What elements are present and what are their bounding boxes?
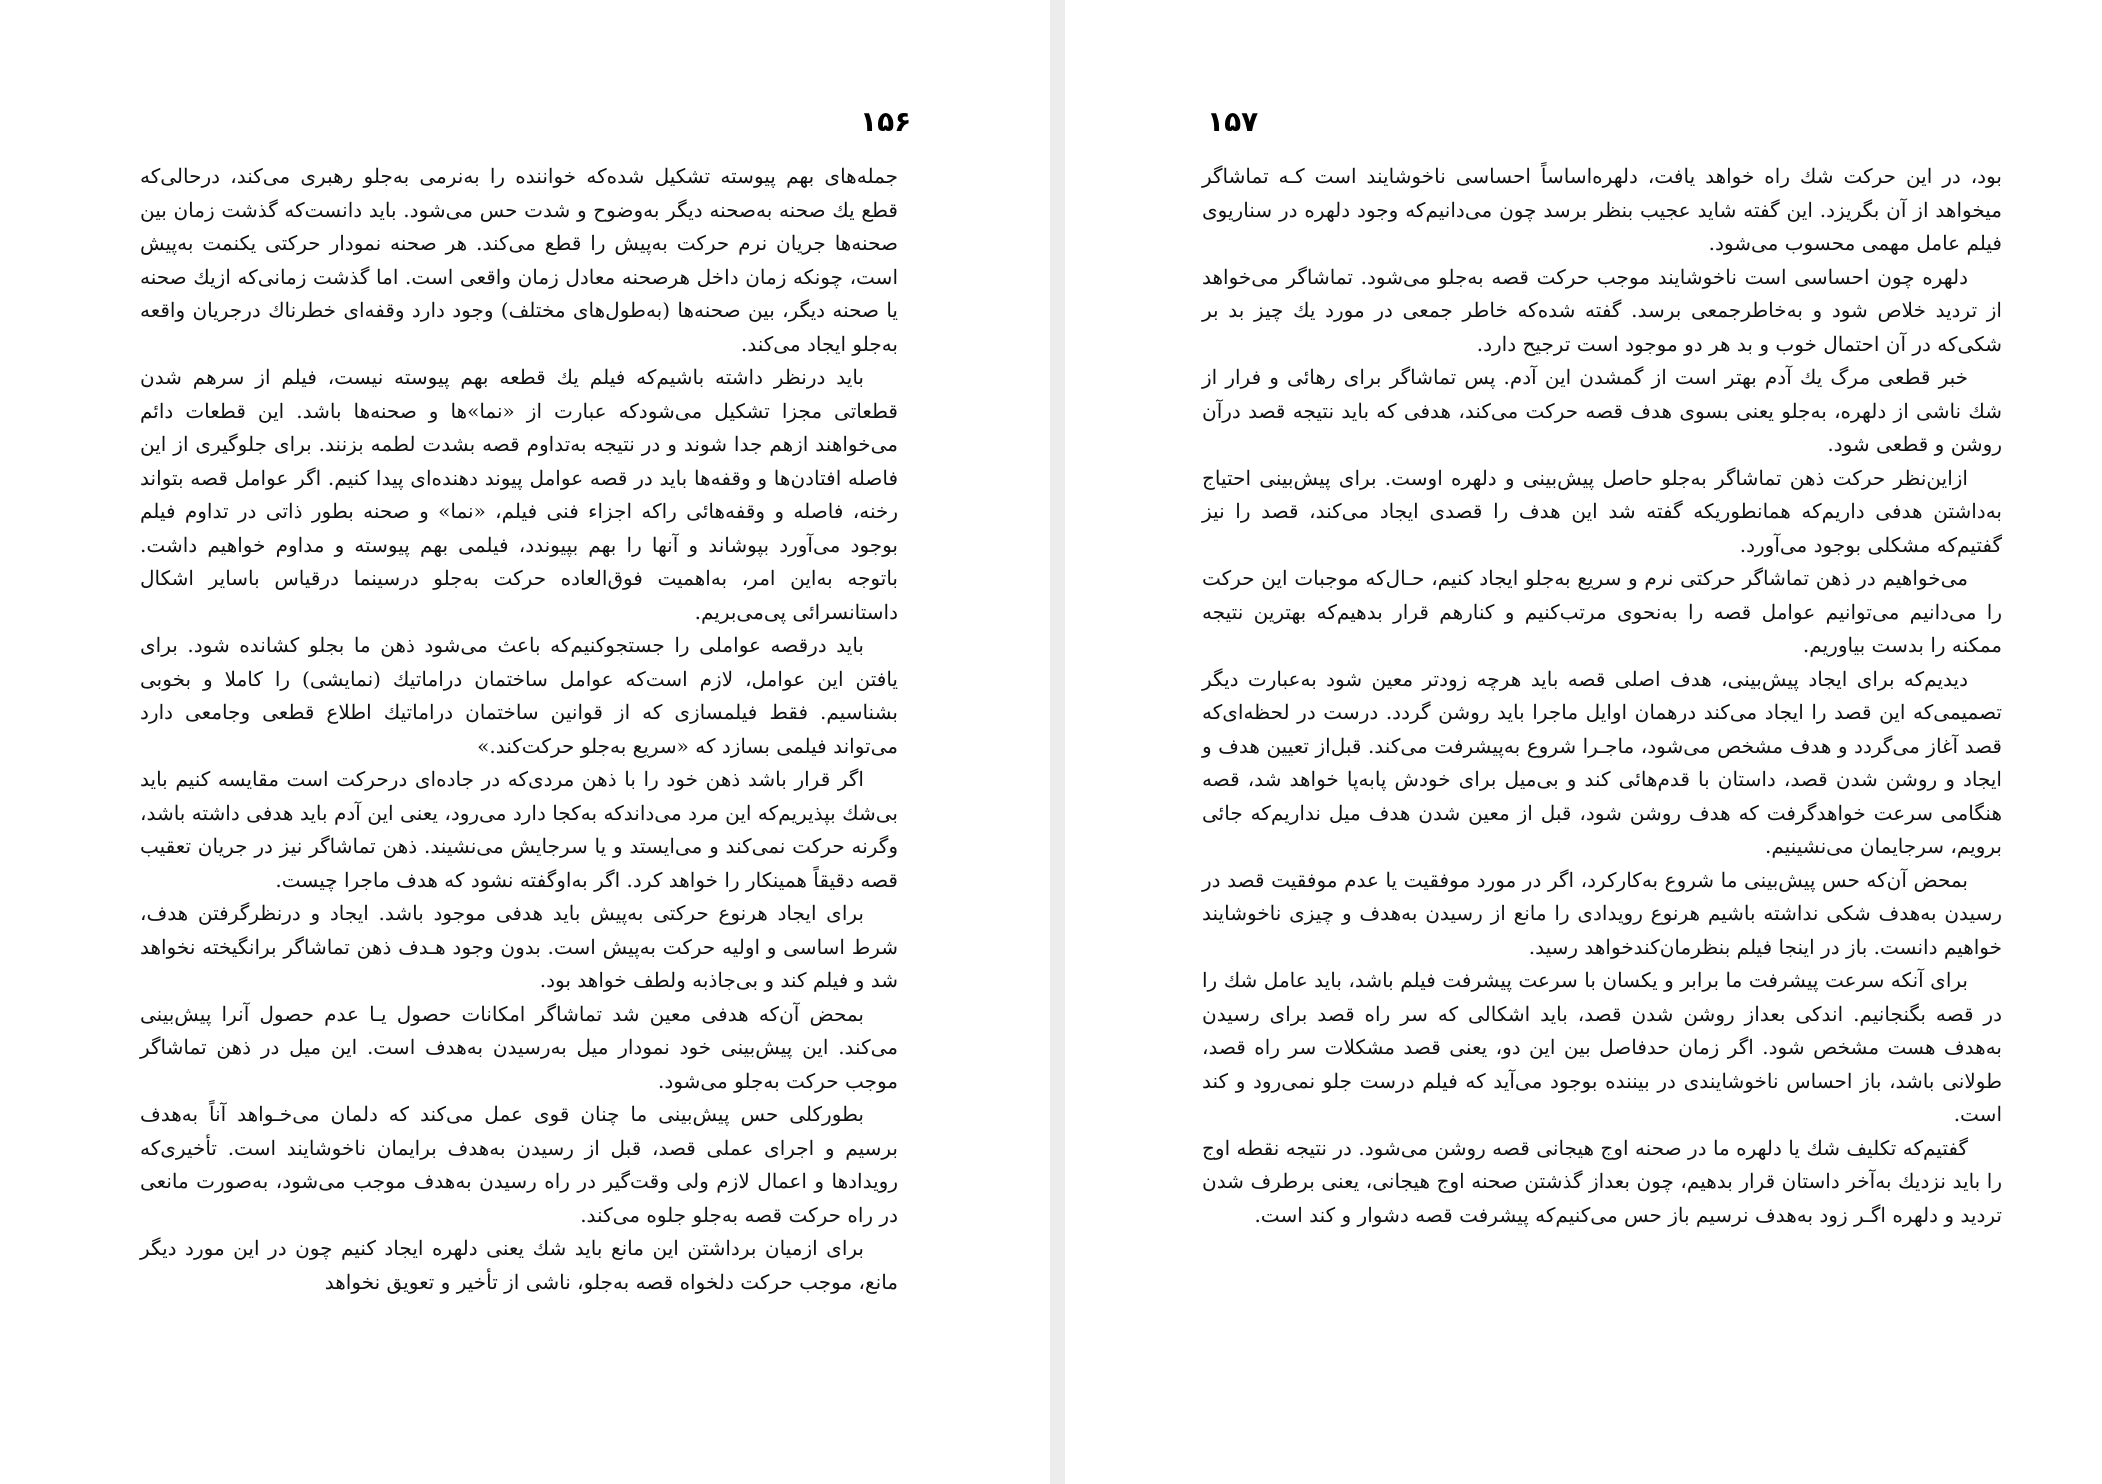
paragraph: بطورکلی حس پیش‌بینی ما چنان قوی عمل می‌کند که دلمان می‌خـواهد آناً به‌هدف برسیم و اجرای عملی قصد، قبل از رسیدن به‌هدف برایمان ناخوشایند است. تأخیری‌که رویدادها و اعمال لازم ولی وقت‌گیر در راه رسیدن به‌هدف موجب می‌شود، به‌صورت مانعی در راه حرکت قصه به‌جلو جلوه می‌کند. — [140, 1102, 898, 1227]
paragraph: برای ازمیان برداشتن این مانع باید شك یعنی دلهره ایجاد کنیم چون در این مورد دیگر مانع، موجب حرکت دلخواه قصه به‌جلو، ناشی از تأخیر و تعویق نخواهد — [140, 1236, 898, 1294]
paragraph: دیدیم‌که برای ایجاد پیش‌بینی، هدف اصلی قصه باید هرچه زودتر معین شود به‌عبارت دیگر تصمیمی‌که این قصد را ایجاد می‌کند درهمان اوایل ماجرا باید روشن گردد. درست در لحظه‌ای‌که قصد آغاز می‌گردد و هدف مشخص می‌شود، ماجـرا شروع به‌پیشرفت می‌کند. قبل‌از تعیین هدف و ایجاد و روشن شدن قصد، داستان با قدم‌هائی کند و بی‌میل برای خودش پابه‌پا خواهد شد، قصه هنگامی سرعت خواهدگرفت که هدف روشن شود، قبل از معین شدن هدف میل نداریم‌که جائی برویم، سرجایمان می‌نشینیم. — [1202, 666, 2002, 858]
paragraph: بمحض آن‌که هدفی معین شد تماشاگر امکانات حصول یـا عدم حصول آنرا پیش‌بینی می‌کند. این پیش‌بینی خود نمودار میل به‌رسیدن به‌هدف است. این میل در ذهن تماشاگر موجب حرکت به‌جلو می‌شود. — [140, 1001, 898, 1093]
page-number: ۱۵۷ — [1207, 105, 1259, 138]
paragraph: خبر قطعی مرگ یك آدم بهتر است از گمشدن این آدم. پس تماشاگر برای رهائی و فرار از شك ناشی از دلهره، به‌جلو یعنی بسوی هدف قصه حرکت می‌کند، هدفی که باید نتیجه قصد درآن روشن و قطعی شود. — [1202, 365, 2002, 456]
right-page — [1065, 0, 2102, 1484]
paragraph: بمحض آن‌که حس پیش‌بینی ما شروع به‌کارکرد، اگر در مورد موفقیت یا عدم موفقیت قصد در رسیدن به‌هدف شکی نداشته باشیم هرنوع رویدادی را مانع از رسیدن به‌هدف و چیزی ناخوشایند خواهیم دانست. باز در اینجا فیلم بنظرمان‌کندخواهد رسید. — [1202, 867, 2002, 959]
paragraph: دلهره چون احساسی است ناخوشایند موجب حرکت قصه به‌جلو می‌شود. تماشاگر می‌خواهد از تردید خلاص شود و به‌خاطرجمعی برسد. گفته شده‌که خاطر جمعی در مورد یك چیز بد بر شکی‌که در آن احتمال خوب و بد هر دو موجود است ترجیح دارد. — [1202, 264, 2002, 356]
left-page — [0, 0, 1050, 1484]
text-column — [1202, 160, 2002, 1232]
text-column — [140, 160, 898, 1299]
paragraph: باید درقصه عواملی را جستجوکنیم‌که باعث می‌شود ذهن ما بجلو کشانده شود. برای یافتن این عوامل، لازم است‌که عوامل ساختمان دراماتیك (نمایشی) را کاملا و بخوبی بشناسیم. فقط فیلمسازی که از قوانین ساختمان دراماتیك اطلاع قطعی وجامعی دارد می‌تواند فیلمی بسازد که «سریع به‌جلو حرکت‌کند.» — [140, 633, 898, 758]
page-gutter — [1050, 0, 1065, 1484]
paragraph: ازاین‌نظر حرکت ذهن تماشاگر به‌جلو حاصل پیش‌بینی و دلهره اوست. برای پیش‌بینی احتیاج به‌داشتن هدفی داریم‌که همانطوریکه گفته شد این هدف را قصدی ایجاد می‌کند، قصد را نیز گفتیم‌که مشکلی بوجود می‌آورد. — [1202, 465, 2002, 557]
paragraph: جمله‌های بهم پیوسته تشکیل شده‌که خواننده را به‌نرمی به‌جلو رهبری می‌کند، درحالی‌که قطع یك صحنه به‌صحنه دیگر به‌وضوح و شدت حس می‌شود. باید دانست‌که گذشت زمان بین صحنه‌ها جریان نرم حرکت به‌پیش را قطع می‌کند. هر صحنه نمودار حرکتی یکنمت به‌پیش است، چونکه زمان داخل هرصحنه معادل زمان واقعی است. اما گذشت زمانی‌که ازیك صحنه یا صحنه دیگر، بین صحنه‌ها (به‌طول‌های مختلف) وجود دارد وقفه‌ای خطرناك درجریان واقعه به‌جلو ایجاد می‌کند. — [140, 164, 898, 356]
page-number: ۱۵۶ — [860, 105, 912, 138]
paragraph: می‌خواهیم در ذهن تماشاگر حرکتی نرم و سریع به‌جلو ایجاد کنیم، حـال‌که موجبات این حرکت را می‌دانیم می‌توانیم عوامل قصه را به‌نحوی مرتب‌کنیم و کنارهم قرار بدهیم‌که بهترین نتیجه ممکنه را بدست بیاوریم. — [1202, 566, 2002, 657]
paragraph: اگر قرار باشد ذهن خود را با ذهن مردی‌که در جاده‌ای درحرکت است مقایسه کنیم باید بی‌شك بپذیریم‌که این مرد می‌داندکه به‌کجا دارد می‌رود، یعنی این آدم باید هدفی داشته باشد، وگرنه حرکت نمی‌کند و می‌ایستد و یا سرجایش می‌نشیند. ذهن تماشاگر نیز در جریان تعقیب قصه دقیقاً همینکار را خواهد کرد. اگر به‌اوگفته نشود که هدف ماجرا چیست. — [140, 767, 898, 892]
paragraph: بود، در این حرکت شك راه خواهد یافت، دلهره‌اساساً احساسی ناخوشایند است کـه تماشاگر میخواهد از آن بگریزد. این گفته شاید عجیب بنظر برسد چون می‌دانیم‌که وجود دلهره در سناریوی فیلم عامل مهمی محسوب می‌شود. — [1202, 164, 2002, 255]
paragraph: گفتیم‌که تکلیف شك یا دلهره ما در صحنه اوج هیجانی قصه روشن می‌شود. در نتیجه نقطه اوج را باید نزدیك به‌آخر داستان قرار بدهیم، چون بعداز گذشتن صحنه اوج هیجانی، یعنی برطرف شدن تردید و دلهره اگـر زود به‌هدف نرسیم باز حس می‌کنیم‌که پیشرفت قصه دشوار و کند است. — [1202, 1135, 2002, 1227]
paragraph: برای آنکه سرعت پیشرفت ما برابر و یکسان با سرعت پیشرفت فیلم باشد، باید عامل شك را در قصه بگنجانیم. اندکی بعداز روشن شدن قصد، باید اشکالی که سر راه قصد برای رسیدن به‌هدف هست مشخص شود. اگر زمان حدفاصل بین این دو، یعنی قصد مشکلات سر راه قصد، طولانی باشد، باز احساس ناخوشایندی در بیننده بوجود می‌آید که فیلم درست جلو نمی‌رود و کند است. — [1202, 968, 2002, 1126]
paragraph: برای ایجاد هرنوع حرکتی به‌پیش باید هدفی موجود باشد. ایجاد و درنظرگرفتن هدف، شرط اساسی و اولیه حرکت به‌پیش است. بدون وجود هـدف ذهن تماشاگر برانگیخته نخواهد شد و فیلم کند و بی‌جاذبه ولطف خواهد بود. — [140, 901, 898, 992]
paragraph: باید درنظر داشته باشیم‌که فیلم یك قطعه بهم پیوسته نیست، فیلم از سرهم شدن قطعاتی مجزا تشکیل می‌شودکه عبارت از «نما»ها و صحنه‌ها باشد. این قطعات دائم می‌خواهند ازهم جدا شوند و در نتیجه به‌تداوم قصه بشدت لطمه بزنند. برای جلوگیری از این فاصله افتادن‌ها و وقفه‌ها باید در قصه عوامل پیوند دهنده‌ای پیدا کنیم. اگر عوامل قصه بتواند رخنه، فاصله و وقفه‌هائی راکه اجزاء فنی فیلم، «نما» و صحنه بطور ذاتی در تداوم فیلم بوجود می‌آورد بپوشاند و آنها را بهم بپیوندد، فیلمی بهم پیوسته و مداوم خواهیم داشت. باتوجه به‌این امر، به‌اهمیت فوق‌العاده حرکت به‌جلو درسینما درقیاس باسایر اشکال داستانسرائی پی‌می‌بریم. — [140, 365, 898, 624]
